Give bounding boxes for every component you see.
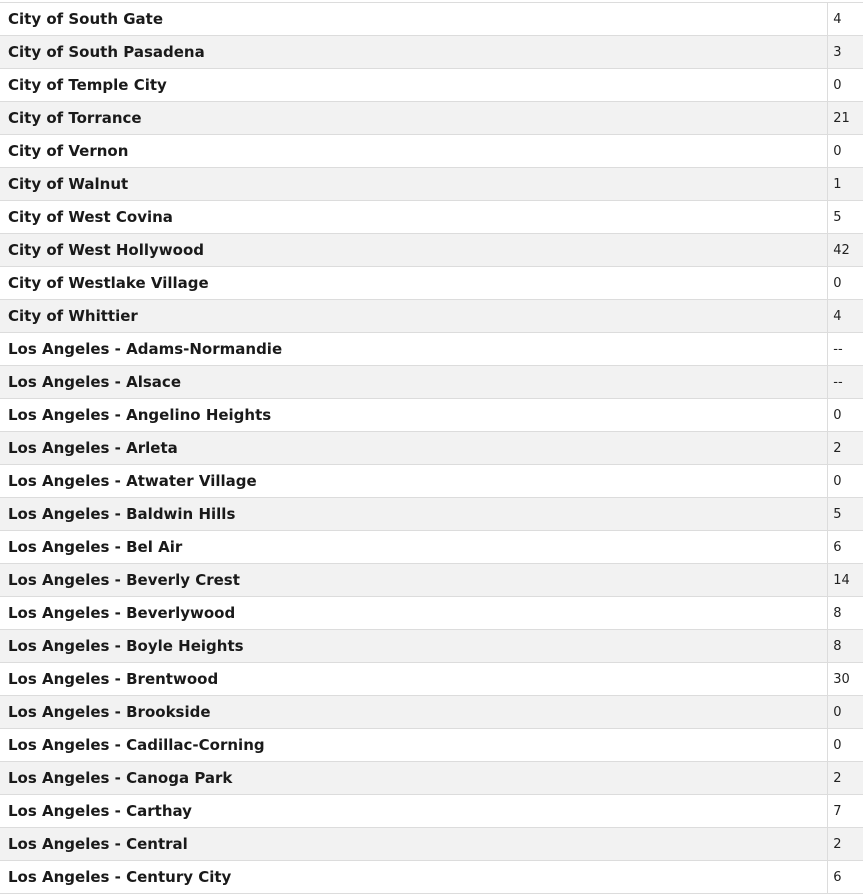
row-count: 0 [828, 696, 863, 729]
table-row [0, 564, 863, 597]
row-name: Los Angeles - Cadillac-Corning [0, 729, 828, 762]
table-row [0, 234, 863, 267]
row-count: 7 [828, 795, 863, 828]
row-name: Los Angeles - Century City [0, 861, 828, 894]
row-name: Los Angeles - Baldwin Hills [0, 498, 828, 531]
row-name: City of South Pasadena [0, 36, 828, 69]
row-count: 21 [828, 102, 863, 135]
row-count: 0 [828, 465, 863, 498]
row-count: -- [828, 333, 863, 366]
row-count: 0 [828, 399, 863, 432]
row-count: 8 [828, 630, 863, 663]
row-name: City of Walnut [0, 168, 828, 201]
row-name: Los Angeles - Brookside [0, 696, 828, 729]
table-row [0, 465, 863, 498]
table-row [0, 432, 863, 465]
row-count: 6 [828, 861, 863, 894]
row-name: Los Angeles - Alsace [0, 366, 828, 399]
row-count: 5 [828, 201, 863, 234]
row-name: City of Westlake Village [0, 267, 828, 300]
row-name: City of South Gate [0, 3, 828, 36]
table-row [0, 729, 863, 762]
table-row [0, 102, 863, 135]
row-name: City of West Hollywood [0, 234, 828, 267]
row-name: Los Angeles - Beverlywood [0, 597, 828, 630]
row-count: 4 [828, 300, 863, 333]
row-count: 2 [828, 828, 863, 861]
row-count: 2 [828, 762, 863, 795]
row-name: Los Angeles - Brentwood [0, 663, 828, 696]
row-count: 5 [828, 498, 863, 531]
row-name: Los Angeles - Angelino Heights [0, 399, 828, 432]
table-row [0, 696, 863, 729]
row-name: Los Angeles - Bel Air [0, 531, 828, 564]
table-row [0, 168, 863, 201]
row-name: Los Angeles - Boyle Heights [0, 630, 828, 663]
table-row [0, 498, 863, 531]
table-row [0, 3, 863, 36]
row-count: 8 [828, 597, 863, 630]
row-count: 6 [828, 531, 863, 564]
table-row [0, 762, 863, 795]
row-name: City of Torrance [0, 102, 828, 135]
table-row [0, 201, 863, 234]
row-count: -- [828, 366, 863, 399]
row-name: Los Angeles - Carthay [0, 795, 828, 828]
table-row [0, 135, 863, 168]
row-name: Los Angeles - Beverly Crest [0, 564, 828, 597]
row-name: City of Vernon [0, 135, 828, 168]
table-row [0, 333, 863, 366]
row-count: 30 [828, 663, 863, 696]
table-row [0, 663, 863, 696]
row-name: City of Temple City [0, 69, 828, 102]
row-count: 0 [828, 267, 863, 300]
row-count: 3 [828, 36, 863, 69]
row-name: City of Whittier [0, 300, 828, 333]
table-row [0, 795, 863, 828]
row-count: 42 [828, 234, 863, 267]
row-count: 4 [828, 3, 863, 36]
table-row [0, 597, 863, 630]
row-name: Los Angeles - Atwater Village [0, 465, 828, 498]
table-row [0, 399, 863, 432]
row-name: Los Angeles - Arleta [0, 432, 828, 465]
table-row [0, 36, 863, 69]
row-name: Los Angeles - Central [0, 828, 828, 861]
row-count: 0 [828, 135, 863, 168]
row-name: City of West Covina [0, 201, 828, 234]
table-row [0, 828, 863, 861]
table-row [0, 366, 863, 399]
row-count: 0 [828, 729, 863, 762]
data-table [0, 3, 863, 894]
table-row [0, 531, 863, 564]
table-body [0, 3, 863, 894]
row-name: Los Angeles - Canoga Park [0, 762, 828, 795]
table-row [0, 300, 863, 333]
table-row [0, 630, 863, 663]
row-count: 1 [828, 168, 863, 201]
row-count: 14 [828, 564, 863, 597]
table-row [0, 69, 863, 102]
row-name: Los Angeles - Adams-Normandie [0, 333, 828, 366]
row-count: 2 [828, 432, 863, 465]
table-row [0, 861, 863, 894]
table-row [0, 267, 863, 300]
row-count: 0 [828, 69, 863, 102]
